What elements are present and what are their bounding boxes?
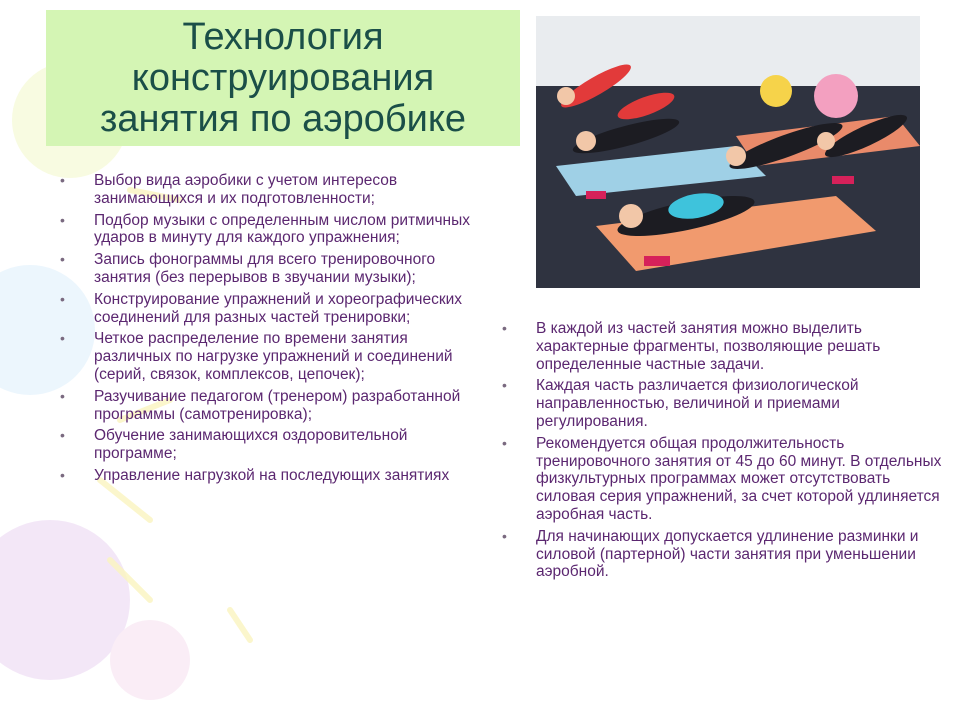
aerobics-class-photo [536,16,920,288]
list-item-text: Управление нагрузкой на последующих занятиях [94,466,450,484]
list-item [60,172,480,208]
list-item [60,212,480,248]
bullet-icon: • [60,387,65,404]
list-item-text: Четкое распределение по времени занятия различных по нагрузке упражнений и соединений (серий, связок, комплексов, цепочек); [94,330,453,383]
list-item [60,251,480,287]
title-box [46,10,520,146]
list-item [60,388,480,424]
list-item-text: Каждая часть различается физиологической направленностью, величиной и приемами регулирования. [536,377,859,430]
list-item-text: Конструирование упражнений и хореографических соединений для разных частей тренировки; [94,290,463,326]
bullet-icon: • [502,434,507,451]
list-item-text: Обучение занимающихся оздоровительной программе; [94,427,408,463]
list-item-text: Подбор музыки с определенным числом ритмичных ударов в минуту для каждого упражнения; [94,211,470,247]
list-item-text: В каждой из частей занятия можно выделить характерные фрагменты, позволяющие решать определенные частные задачи. [536,320,881,373]
bullet-icon: • [60,172,65,188]
right-bullet-list [502,320,942,585]
list-item [502,320,942,373]
list-item [502,377,942,430]
list-item [60,427,480,463]
list-item [60,291,480,327]
list-item [60,467,480,485]
bullet-icon: • [502,377,507,394]
bullet-icon: • [60,466,65,483]
list-item-text: Запись фонограммы для всего тренировочного занятия (без перерывов в звучании музыки); [94,251,436,286]
list-item-text: Для начинающих допускается удлинение разминки и силовой (партерной) части занятия при уменьшении аэробной. [536,527,919,581]
list-item-text: Рекомендуется общая продолжительность тренировочного занятия от 45 до 60 минут. В отдельных физкультурных программах может отсутствовать силовая серия упражнений, за счет которой удлиняется аэробная часть. [536,434,942,523]
page-title-line-1: Технология [182,15,384,58]
left-bullet-list [60,172,480,489]
bullet-icon: • [60,290,65,307]
bullet-icon: • [60,211,65,228]
bullet-icon: • [60,427,65,444]
bullet-icon: • [502,320,507,336]
bullet-icon: • [60,251,65,268]
list-item [502,435,942,524]
bullet-icon: • [502,527,507,544]
page-title-line-2: конструирования [131,56,435,99]
list-item [502,528,942,581]
list-item [60,330,480,383]
page-title-line-3: занятия по аэробике [99,97,467,140]
list-item-text: Разучивание педагогом (тренером) разработанной программы (самотренировка); [94,387,461,423]
list-item-text: Выбор вида аэробики с учетом интересов занимающихся и их подготовленности; [94,172,398,207]
bullet-icon: • [60,330,65,347]
